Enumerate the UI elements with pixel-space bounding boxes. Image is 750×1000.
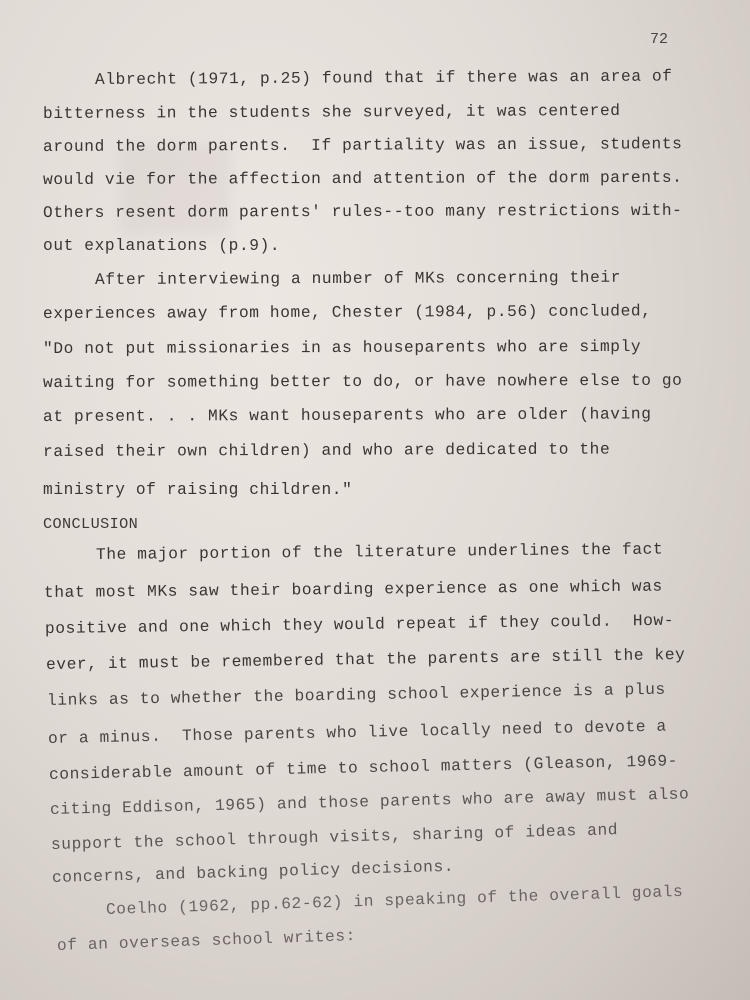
text-line: ministry of raising children.": [43, 481, 353, 499]
text-line: would vie for the affection and attention of the dorm parents.: [42, 168, 683, 189]
text-line: positive and one which they would repeat if they could. How-: [44, 611, 675, 638]
text-line: The major portion of the literature underlines the fact: [95, 540, 664, 564]
text-line: Albrecht (1971, p.25) found that if there was an area of: [94, 67, 673, 89]
text-line: citing Eddison, 1965) and those parents who are away must also: [49, 785, 690, 819]
section-heading: CONCLUSION: [43, 515, 139, 533]
text-line: or a minus. Those parents who live locally need to devote a: [47, 717, 667, 748]
text-line: Others resent dorm parents' rules--too many restrictions with-: [42, 201, 683, 222]
text-line: After interviewing a number of MKs concerning their: [94, 268, 622, 289]
text-line: experiences away from home, Chester (1984, p.56) concluded,: [42, 302, 652, 323]
text-line: ever, it must be remembered that the parents are still the key: [45, 645, 686, 674]
text-line: of an overseas school writes:: [56, 927, 357, 955]
text-line: that most MKs saw their boarding experience as one which was: [43, 577, 663, 602]
text-line: "Do not put missionaries in as houseparents who are simply: [42, 337, 642, 358]
text-line: Coelho (1962, pp.62-62) in speaking of the overall goals: [105, 882, 684, 919]
text-line: out explanations (p.9).: [43, 237, 281, 255]
page-number: 72: [650, 31, 669, 48]
text-line: around the dorm parents. If partiality was an issue, students: [42, 135, 683, 156]
text-line: raised their own children) and who are dedicated to the: [42, 440, 611, 461]
text-line: concerns, and backing policy decisions.: [51, 857, 455, 887]
text-line: waiting for something better to do, or have nowhere else to go: [42, 371, 683, 392]
text-line: at present. . . MKs want houseparents who are older (having: [42, 405, 652, 426]
text-line: bitterness in the students she surveyed, it was centered: [42, 101, 621, 123]
text-line: support the school through visits, sharing of ideas and: [50, 821, 619, 854]
text-line: considerable amount of time to school matters (Gleason, 1969-: [48, 752, 679, 784]
text-line: links as to whether the boarding school experience is a plus: [46, 680, 666, 710]
